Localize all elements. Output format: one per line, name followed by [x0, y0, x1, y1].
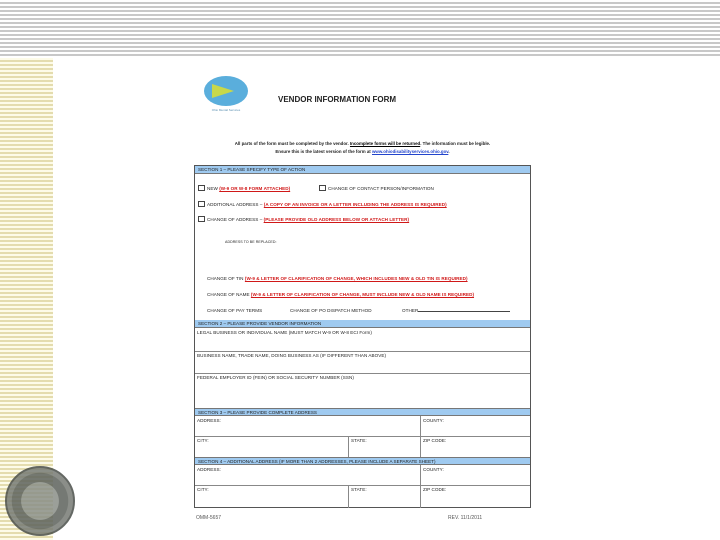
logo-icon: [204, 76, 248, 106]
section-4-header: SECTION 4 – ADDITIONAL ADDRESS (IF MORE THAN 2 ADDRESSES, PLEASE INCLUDE A SEPARATE SHEET): [195, 457, 530, 465]
s3-state-label: STATE:: [351, 438, 367, 443]
section-2-header: SECTION 2 – PLEASE PROVIDE VENDOR INFORMATION: [195, 320, 530, 328]
additional-address-label: ADDITIONAL ADDRESS – (A COPY OF AN INVOICE OR A LETTER INCLUDING THE ADDRESS IS REQUIRED): [207, 202, 447, 207]
website-link[interactable]: www.ohiodisabilityservices.ohio.gov: [372, 149, 449, 154]
form-title: VENDOR INFORMATION FORM: [278, 95, 397, 104]
po-dispatch-label: CHANGE OF PO DISPATCH METHOD: [290, 308, 372, 313]
checkbox-change-address[interactable]: [198, 216, 205, 222]
form-box: [194, 165, 531, 508]
address-replaced-label: ADDRESS TO BE REPLACED:: [225, 240, 277, 244]
s3-county-label: COUNTY:: [423, 418, 444, 423]
s3-address-label: ADDRESS:: [197, 418, 221, 423]
header-stripes: [0, 0, 720, 56]
other-label: OTHER: [402, 308, 510, 313]
section-1-header: SECTION 1 – PLEASE SPECIFY TYPE OF ACTION: [195, 166, 530, 174]
logo-text: Ohio Mental Services: [211, 108, 241, 112]
change-tin-label: CHANGE OF TIN (W-9 & LETTER OF CLARIFICATION OF CHANGE, WHICH INCLUDES NEW & OLD TIN IS REQUIRED): [207, 276, 468, 281]
intro-line-2: Ensure this is the latest version of the form at www.ohiodisabilityservices.ohio.gov.: [275, 149, 450, 154]
s4-city-label: CITY:: [197, 487, 209, 492]
s4-zip-label: ZIP CODE:: [423, 487, 447, 492]
fein-label: FEDERAL EMPLOYER ID (FEIN) OR SOCIAL SECURITY NUMBER (SSN): [197, 375, 354, 380]
checkbox-additional-address[interactable]: [198, 201, 205, 207]
checkbox-contact[interactable]: [319, 185, 326, 191]
s3-zip-label: ZIP CODE:: [423, 438, 447, 443]
seal-logo: [5, 466, 75, 536]
change-address-label: CHANGE OF ADDRESS – (PLEASE PROVIDE OLD ADDRESS BELOW OR ATTACH LETTER): [207, 217, 410, 222]
pay-terms-label: CHANGE OF PAY TERMS: [207, 308, 263, 313]
section-3-header: SECTION 3 – PLEASE PROVIDE COMPLETE ADDRESS: [195, 408, 530, 416]
legal-name-label: LEGAL BUSINESS OR INDIVIDUAL NAME (MUST MATCH W-9 OR W-8 ECI Form): [197, 330, 372, 335]
form-id: OMM-5657: [196, 515, 222, 521]
revision-date: REV. 11/1/2011: [448, 515, 483, 521]
change-name-label: CHANGE OF NAME (W-9 & LETTER OF CLARIFICATION OF CHANGE, MUST INCLUDE NEW & OLD NAME IS REQUIRED): [207, 292, 475, 297]
contact-label: CHANGE OF CONTACT PERSON/INFORMATION: [328, 186, 434, 191]
s4-state-label: STATE:: [351, 487, 367, 492]
intro-line-1: All parts of the form must be completed by the vendor. Incomplete forms will be returned. The information must be legible.: [234, 141, 491, 146]
vendor-form-image: [190, 70, 535, 530]
s3-city-label: CITY:: [197, 438, 209, 443]
dba-label: BUSINESS NAME, TRADE NAME, DOING BUSINESS AS (IF DIFFERENT THAN ABOVE): [197, 353, 387, 358]
checkbox-new[interactable]: [198, 185, 205, 191]
s4-address-label: ADDRESS:: [197, 467, 221, 472]
s4-county-label: COUNTY:: [423, 467, 444, 472]
new-label: NEW (W-9 OR W-8 FORM ATTACHED): [207, 186, 291, 191]
